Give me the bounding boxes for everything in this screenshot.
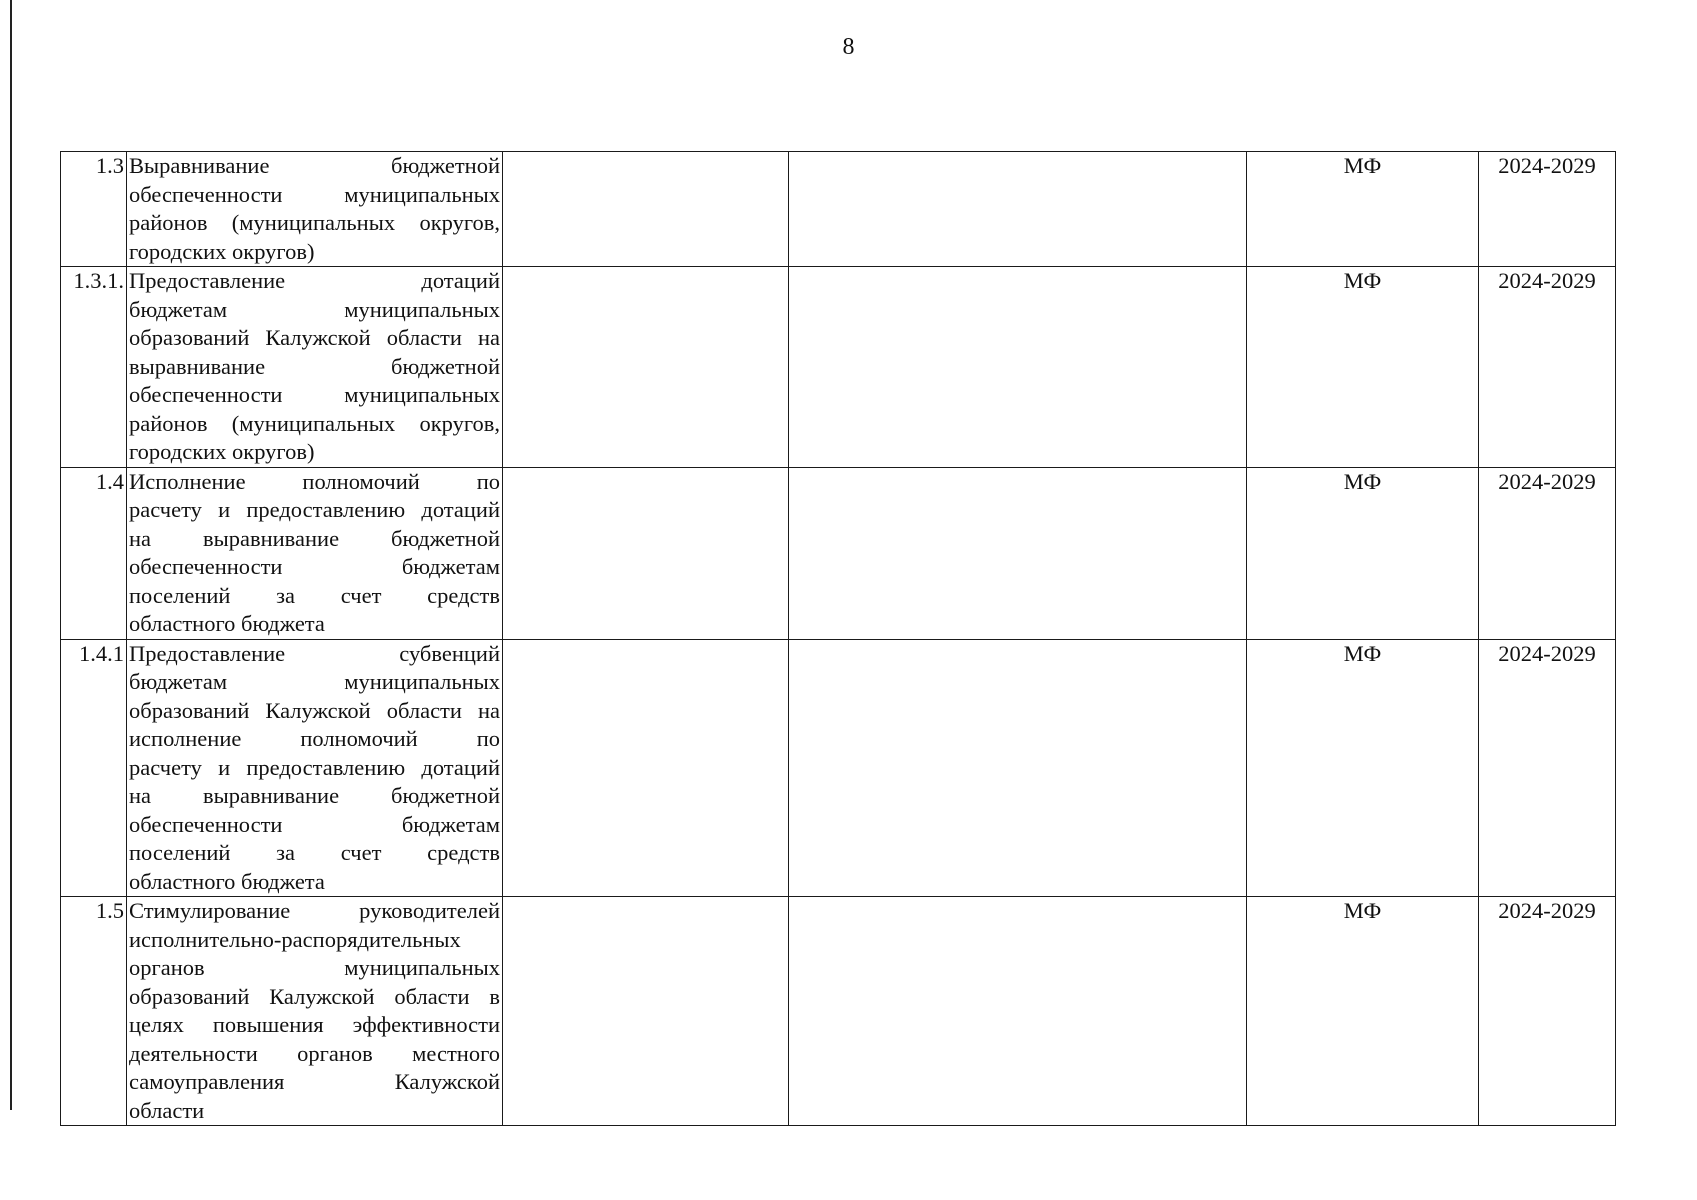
description-line: исполнение полномочий по: [129, 726, 500, 751]
description-line: обеспеченности муниципальных: [129, 181, 500, 207]
responsible-org: МФ: [1247, 267, 1479, 468]
description-line: на выравнивание бюджетной: [129, 783, 500, 808]
responsible-org: МФ: [1247, 897, 1479, 1126]
table-row: [61, 267, 1616, 468]
period-years: 2024-2029: [1479, 639, 1616, 897]
empty-cell: [789, 639, 1247, 897]
description-line: расчету и предоставлению дотаций: [129, 754, 500, 780]
measure-description: [127, 152, 503, 267]
description-line: поселений за счет средств: [129, 582, 500, 608]
description-line: образований Калужской области на: [129, 697, 500, 723]
description-line: области: [129, 1097, 205, 1123]
table-row: [61, 467, 1616, 639]
measure-description: [127, 639, 503, 897]
responsible-org: МФ: [1247, 152, 1479, 267]
description-line: обеспеченности муниципальных: [129, 382, 500, 407]
description-line: областного бюджета: [129, 611, 325, 636]
description-line: Исполнение полномочий по: [129, 468, 500, 494]
description-line: исполнительно-распорядительных: [129, 926, 461, 952]
period-years: 2024-2029: [1479, 467, 1616, 639]
row-number: 1.4.1: [61, 639, 127, 897]
empty-cell: [503, 467, 789, 639]
responsible-org: МФ: [1247, 639, 1479, 897]
description-line: обеспеченности бюджетам: [129, 811, 500, 837]
description-line: поселений за счет средств: [129, 840, 500, 865]
measures-table: [60, 151, 1616, 1126]
description-line: образований Калужской области в: [129, 983, 500, 1009]
empty-cell: [503, 152, 789, 267]
description-line: самоуправления Калужской: [129, 1069, 500, 1094]
description-line: районов (муниципальных округов,: [129, 410, 500, 436]
empty-cell: [503, 267, 789, 468]
page-number: 8: [842, 34, 855, 60]
description-line: образований Калужской области на: [129, 325, 500, 350]
description-line: целях повышения эффективности: [129, 1012, 500, 1037]
description-line: Стимулирование руководителей: [129, 898, 500, 923]
row-number: 1.3.1.: [61, 267, 127, 468]
page-edge-line: [10, 0, 12, 1110]
empty-cell: [503, 639, 789, 897]
description-line: бюджетам муниципальных: [129, 669, 500, 694]
period-years: 2024-2029: [1479, 267, 1616, 468]
row-number: 1.3: [61, 152, 127, 267]
description-line: городских округов): [129, 439, 315, 464]
description-line: городских округов): [129, 238, 315, 264]
table-row: [61, 897, 1616, 1126]
description-line: органов муниципальных: [129, 955, 500, 980]
table-row: [61, 152, 1616, 267]
description-line: областного бюджета: [129, 868, 325, 894]
empty-cell: [789, 467, 1247, 639]
row-number: 1.5: [61, 897, 127, 1126]
description-line: Предоставление субвенций: [129, 640, 500, 666]
table-row: [61, 639, 1616, 897]
description-line: бюджетам муниципальных: [129, 296, 500, 322]
measure-description: [127, 897, 503, 1126]
measure-description: [127, 267, 503, 468]
description-line: на выравнивание бюджетной: [129, 525, 500, 551]
empty-cell: [789, 152, 1247, 267]
description-line: Предоставление дотаций: [129, 268, 500, 293]
empty-cell: [789, 267, 1247, 468]
description-line: деятельности органов местного: [129, 1040, 500, 1066]
empty-cell: [503, 897, 789, 1126]
responsible-org: МФ: [1247, 467, 1479, 639]
description-line: выравнивание бюджетной: [129, 353, 500, 379]
period-years: 2024-2029: [1479, 897, 1616, 1126]
description-line: Выравнивание бюджетной: [129, 153, 500, 178]
period-years: 2024-2029: [1479, 152, 1616, 267]
description-line: обеспеченности бюджетам: [129, 554, 500, 579]
row-number: 1.4: [61, 467, 127, 639]
description-line: расчету и предоставлению дотаций: [129, 497, 500, 522]
measure-description: [127, 467, 503, 639]
empty-cell: [789, 897, 1247, 1126]
description-line: районов (муниципальных округов,: [129, 210, 500, 235]
